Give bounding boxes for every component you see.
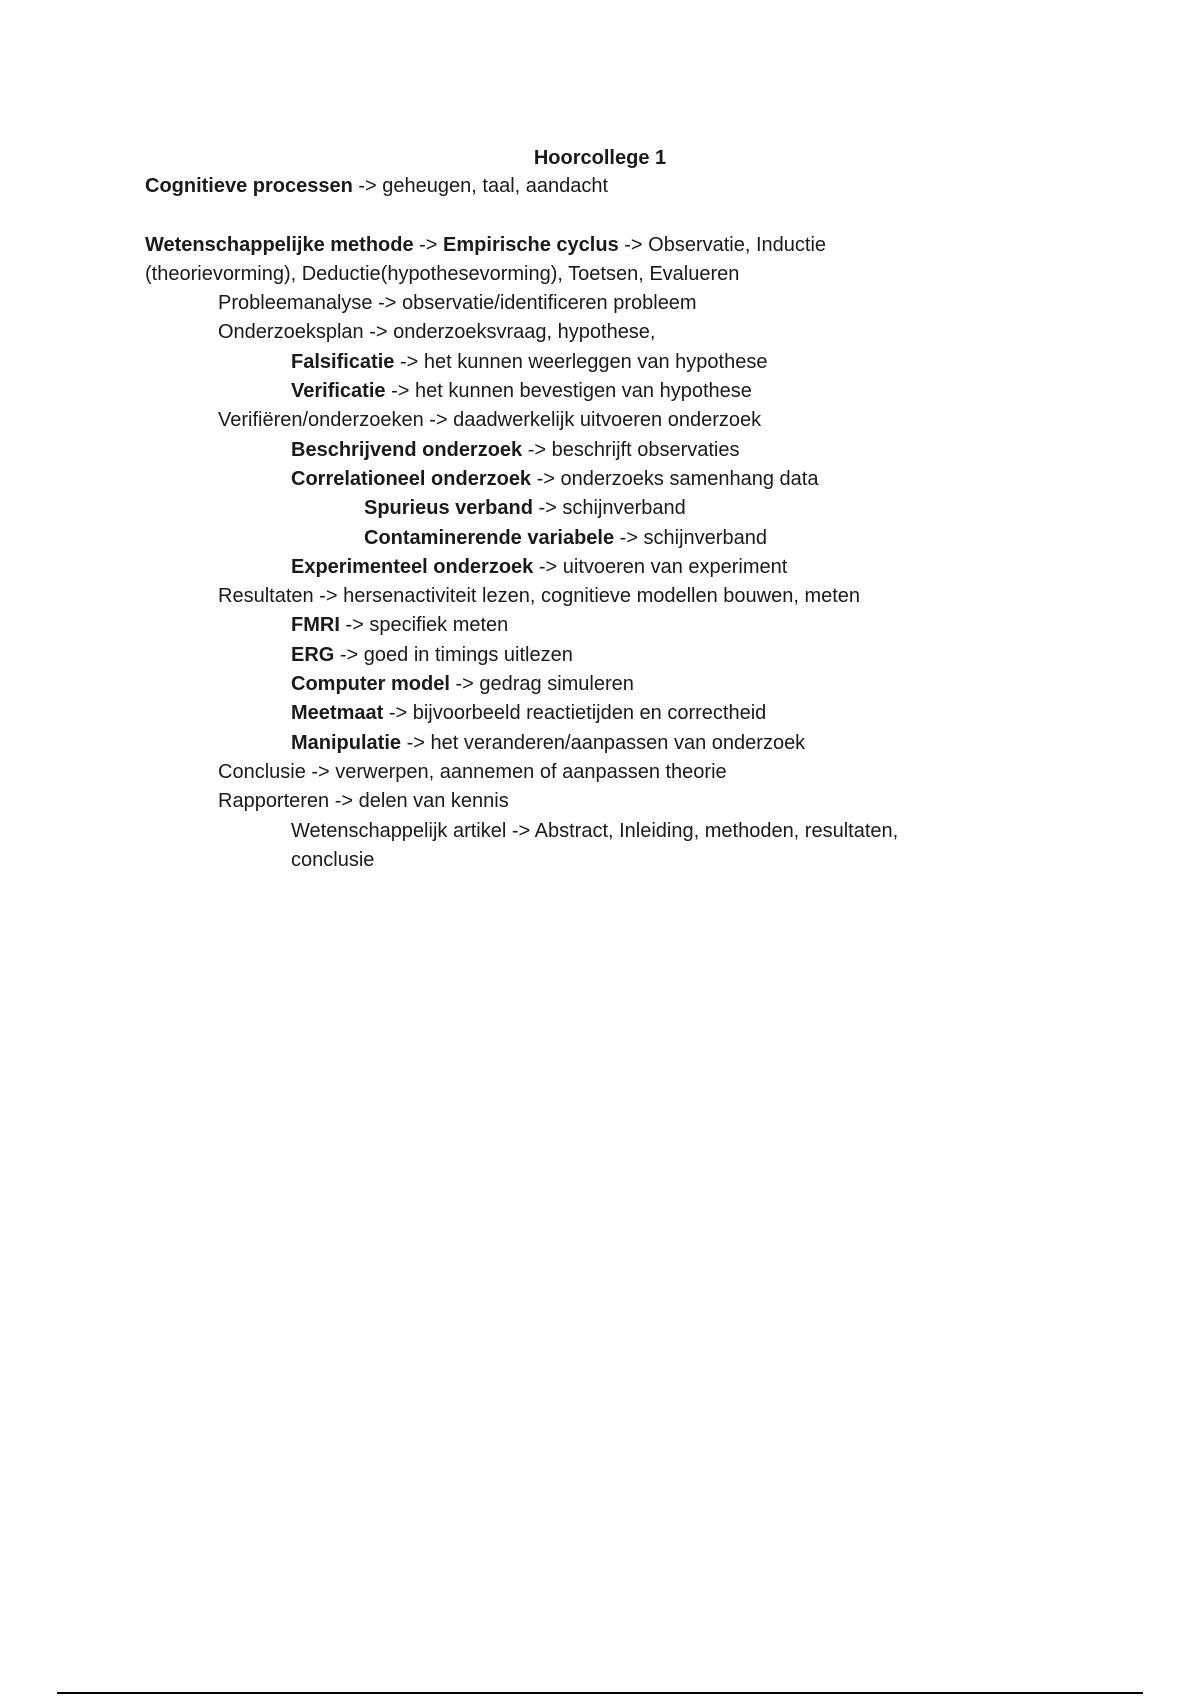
note-text: Wetenschappelijk artikel -> Abstract, Inleiding, methoden, resultaten, (291, 819, 899, 842)
note-term: Spurieus verband (364, 497, 533, 520)
note-line (145, 582, 1015, 611)
note-text: Rapporteren -> delen van kennis (218, 790, 509, 813)
note-text: Resultaten -> hersenactiviteit lezen, cognitieve modellen bouwen, meten (218, 585, 861, 608)
note-text: -> (413, 233, 444, 256)
note-line (145, 729, 1015, 758)
note-term: Wetenschappelijke methode (145, 233, 414, 256)
note-line (145, 611, 1015, 640)
note-term: Empirische cyclus (443, 233, 619, 256)
note-text: -> specifiek meten (339, 614, 509, 637)
note-line (145, 406, 1015, 435)
note-text: -> onderzoeks samenhang data (531, 467, 819, 490)
note-term: Computer model (291, 673, 450, 696)
note-text: -> bijvoorbeeld reactietijden en correctheid (383, 702, 767, 725)
note-line (145, 787, 1015, 816)
note-line (145, 377, 1015, 406)
note-line (145, 670, 1015, 699)
note-term: FMRI (291, 614, 340, 637)
note-line (145, 436, 1015, 465)
note-term: Meetmaat (291, 702, 384, 725)
note-line (145, 289, 1015, 318)
note-line (145, 172, 1015, 201)
note-line (145, 260, 1015, 289)
note-term: Beschrijvend onderzoek (291, 438, 523, 461)
note-line (145, 758, 1015, 787)
note-text: -> gedrag simuleren (449, 673, 634, 696)
blank-line (145, 201, 1015, 230)
note-text: Verifiëren/onderzoeken -> daadwerkelijk uitvoeren onderzoek (218, 409, 762, 432)
note-text: -> het kunnen bevestigen van hypothese (385, 380, 752, 403)
note-text: Onderzoeksplan -> onderzoeksvraag, hypothese, (218, 321, 656, 344)
page-title: Hoorcollege 1 (533, 147, 667, 169)
note-term: ERG (291, 643, 335, 666)
notes-body (145, 172, 1015, 875)
note-line (145, 231, 1015, 260)
note-text: -> het veranderen/aanpassen van onderzoek (401, 731, 806, 754)
note-line (145, 494, 1015, 523)
note-text: -> Observatie, Inductie (618, 233, 827, 256)
note-line (145, 699, 1015, 728)
note-text: -> geheugen, taal, aandacht (352, 175, 609, 197)
note-text: conclusie (291, 848, 375, 871)
note-line (145, 641, 1015, 670)
note-line (145, 318, 1015, 347)
note-term: Correlationeel onderzoek (291, 467, 532, 490)
note-text: (theorievorming), Deductie(hypothesevorming), Toetsen, Evalueren (145, 262, 740, 285)
note-line (145, 817, 1015, 846)
note-line (145, 553, 1015, 582)
note-term: Contaminerende variabele (364, 526, 615, 549)
note-line (145, 524, 1015, 553)
note-text: -> het kunnen weerleggen van hypothese (394, 350, 768, 373)
note-text: -> beschrijft observaties (522, 438, 740, 461)
bottom-divider (57, 1692, 1143, 1694)
note-term: Experimenteel onderzoek (291, 555, 534, 578)
note-text: Probleemanalyse -> observatie/identificeren probleem (218, 292, 697, 315)
note-line (145, 846, 1015, 875)
note-line (145, 348, 1015, 377)
note-term: Falsificatie (291, 350, 395, 373)
note-term: Verificatie (291, 380, 386, 403)
note-text: Conclusie -> verwerpen, aannemen of aanpassen theorie (218, 760, 727, 783)
note-text: -> uitvoeren van experiment (533, 555, 788, 578)
note-line (145, 465, 1015, 494)
note-text: -> goed in timings uitlezen (334, 643, 573, 666)
note-term: Manipulatie (291, 731, 402, 754)
note-term: Cognitieve processen (145, 175, 353, 197)
note-text: -> schijnverband (532, 497, 686, 520)
note-text: -> schijnverband (614, 526, 767, 549)
